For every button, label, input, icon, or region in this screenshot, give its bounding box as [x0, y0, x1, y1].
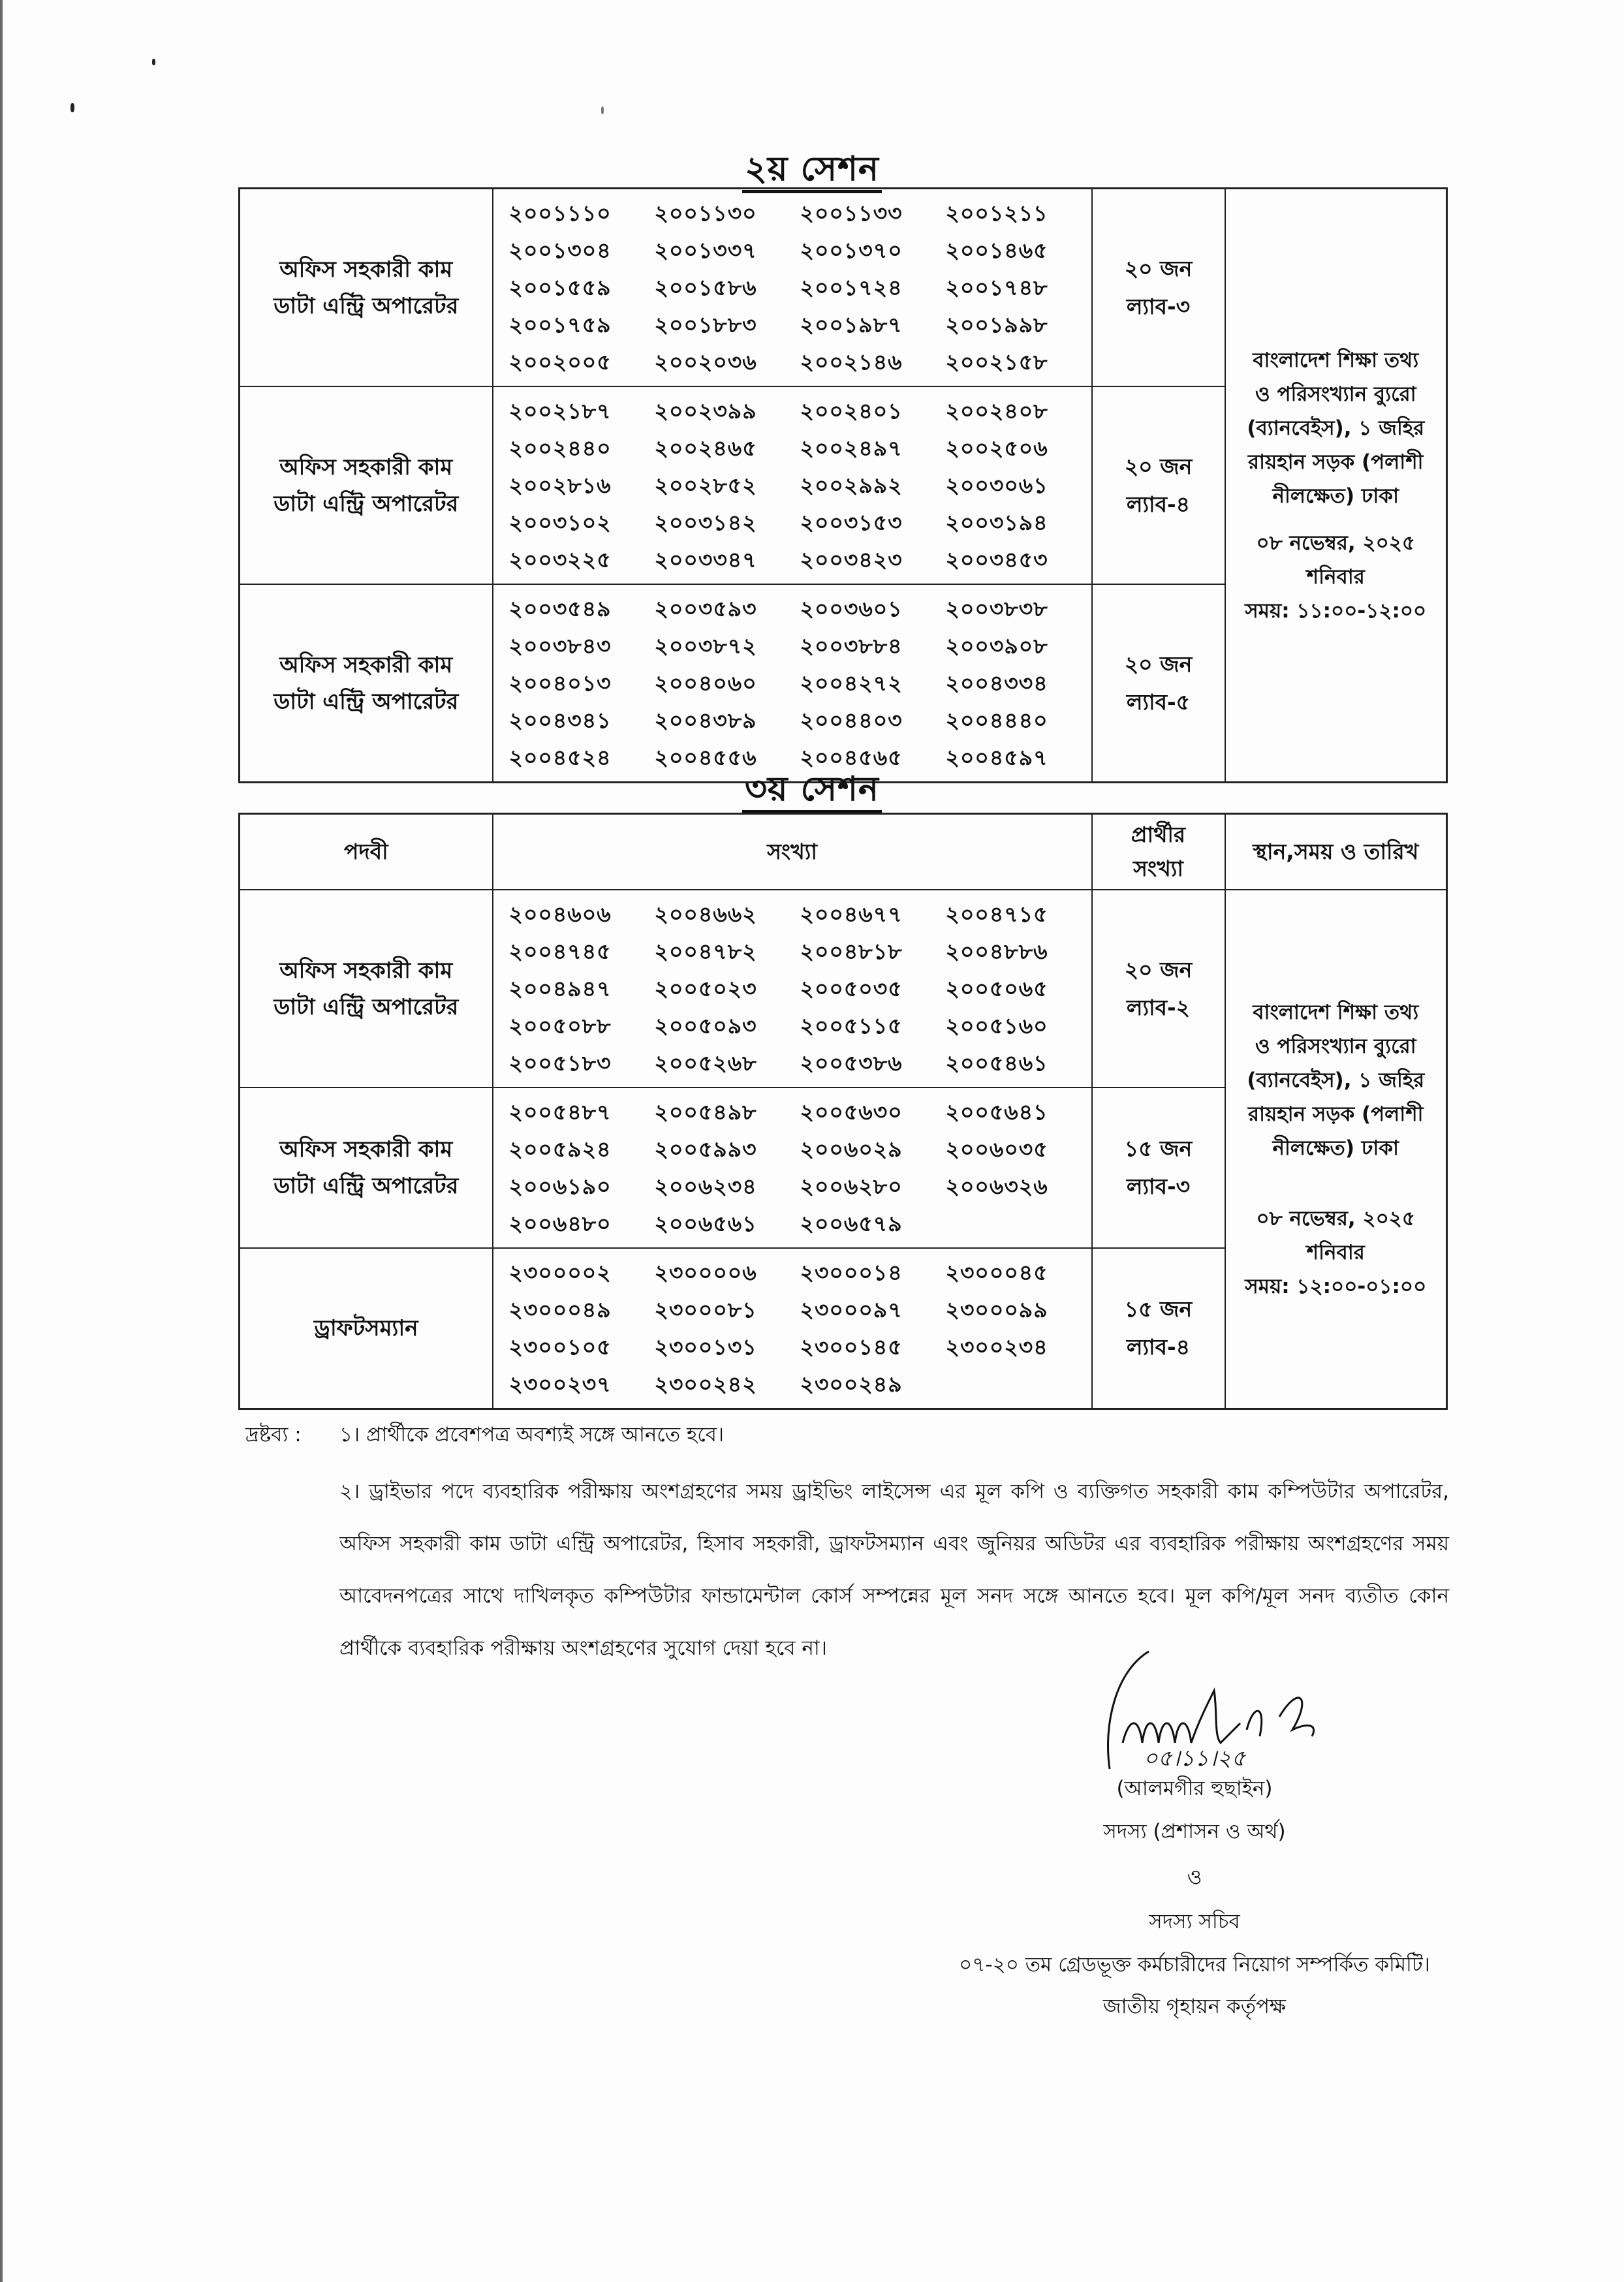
roll-number: ২০০৪৫২৪ [508, 745, 612, 770]
roll-number: ২০০২০৩৬ [654, 349, 757, 375]
roll-number-grid [509, 896, 1091, 1082]
organization-name: জাতীয় গৃহায়ন কর্তৃপক্ষ [1102, 1995, 1287, 2018]
roll-number: ২৩০০১৩১ [654, 1334, 757, 1360]
note-item: ১। প্রার্থীকে প্রবেশপত্র অবশ্যই সঙ্গে আনতে হবে। [339, 1423, 725, 1446]
roll-number: ২০০৪৫৯৭ [945, 745, 1048, 770]
roll-number: ২০০৩৮৪৩ [508, 633, 612, 659]
roll-number-grid [509, 1254, 1091, 1403]
candidate-count: ২০ জন [1124, 651, 1193, 677]
roll-number: ২০০৩৮৮৪ [800, 633, 903, 659]
table-row [240, 890, 1447, 1087]
candidate-count: ১৫ জন [1124, 1136, 1193, 1161]
venue-line: রায়হান সড়ক (পলাশী [1248, 1102, 1424, 1126]
roll-number: ২০০৬৪৮০ [508, 1211, 612, 1236]
roll-number: ২০০১৮৮৩ [654, 312, 757, 337]
roll-number: ২০০৩০৬১ [945, 473, 1048, 498]
roll-number: ২০০৪৬৭৭ [800, 901, 903, 927]
roll-number: ২০০১৭২৪ [800, 275, 903, 300]
roll-numbers-cell [493, 189, 1092, 387]
roll-number: ২০০২১৪৬ [800, 349, 903, 375]
header-count [1092, 814, 1225, 890]
roll-number: ২০০৩৬০১ [800, 596, 903, 621]
roll-number: ২০০৩৮৩৮ [945, 596, 1048, 621]
venue-line: নীলক্ষেত) ঢাকা [1272, 484, 1399, 508]
roll-number: ২০০২৯৯২ [800, 473, 903, 498]
candidate-count-cell [1092, 189, 1225, 387]
header-count-line: প্রার্থীর [1131, 822, 1186, 847]
post-line: অফিস সহকারী কাম [279, 454, 453, 480]
roll-number-grid [509, 195, 1091, 381]
roll-number: ২০০৫১৬০ [945, 1013, 1048, 1039]
roll-number: ২০০৩৪২৩ [800, 547, 903, 572]
header-count-line: সংখ্যা [1133, 856, 1183, 881]
roll-number: ২০০৪৫৬৫ [800, 745, 903, 770]
roll-number: ২০০৪৪০৩ [800, 708, 903, 733]
lab-label: ল্যাব-৫ [1126, 689, 1191, 715]
roll-number: ২০০৩৪৫৩ [945, 547, 1048, 572]
roll-number: ২০০১১৩০ [654, 200, 757, 226]
roll-number: ২০০১৯৮৭ [800, 312, 903, 337]
post-cell [240, 584, 493, 783]
lab-label: ল্যাব-২ [1126, 994, 1191, 1020]
roll-number: ২০০১৭৫৯ [508, 312, 612, 337]
post-cell [240, 890, 493, 1087]
lab-label: ল্যাব-৪ [1126, 491, 1191, 517]
session2-title-text: ২য় সেশন [742, 149, 882, 193]
scan-page-edge [0, 0, 3, 2282]
roll-number: ২৩০০০১৪ [800, 1260, 903, 1285]
roll-number: ২০০৪৫৫৬ [654, 745, 757, 770]
post-line: ডাটা এন্ট্রি অপারেটর [273, 490, 459, 517]
roll-number-grid [509, 392, 1091, 578]
candidate-count-cell [1092, 386, 1225, 584]
roll-number: ২০০৪৬৬২ [654, 901, 757, 927]
roll-number: ২৩০০২৪২ [654, 1371, 757, 1397]
post-line: ডাটা এন্ট্রি অপারেটর [273, 1173, 459, 1199]
roll-number: ২০০৬৫৬১ [654, 1211, 757, 1236]
roll-number: ২৩০০২৪৯ [800, 1371, 903, 1397]
candidate-count-cell [1092, 1248, 1225, 1409]
roll-number: ২০০৪৪৪০ [945, 708, 1048, 733]
candidate-count: ২০ জন [1124, 255, 1193, 281]
roll-number: ২৩০০০৮১ [654, 1297, 757, 1322]
roll-number: ২০০৪৩৮৯ [654, 708, 757, 733]
roll-number: ২০০৬৩২৬ [945, 1174, 1048, 1199]
session3-title [0, 762, 1624, 819]
post-line: অফিস সহকারী কাম [279, 1136, 453, 1163]
roll-number: ২৩০০০০২ [508, 1260, 612, 1285]
exam-date: ০৮ নভেম্বর, ২০২৫ [1256, 531, 1416, 555]
roll-number: ২৩০০০৪৫ [945, 1260, 1048, 1285]
roll-number: ২০০৩২২৫ [508, 547, 612, 572]
roll-number: ২০০৫৯৯৩ [654, 1136, 757, 1162]
lab-label: ল্যাব-৩ [1126, 1174, 1191, 1199]
post-line: ডাটা এন্ট্রি অপারেটর [273, 292, 459, 319]
candidate-count: ১৫ জন [1124, 1296, 1193, 1322]
roll-number: ২০০৩১০২ [508, 510, 612, 535]
roll-number: ২০০১২১১ [945, 200, 1048, 226]
roll-number: ২৩০০১৪৫ [800, 1334, 903, 1360]
candidate-count-cell [1092, 584, 1225, 783]
roll-number: ২০০২৫০৬ [945, 435, 1048, 461]
roll-number-grid [509, 590, 1091, 776]
lab-label: ল্যাব-৪ [1126, 1334, 1191, 1360]
signatory-designation: সদস্য (প্রশাসন ও অর্থ) [1103, 1820, 1286, 1843]
roll-number: ২০০৫১৮৩ [508, 1050, 612, 1076]
post-line: অফিস সহকারী কাম [279, 256, 453, 283]
exam-time: সময়: ১১:০০-১২:০০ [1245, 599, 1427, 623]
roll-number: ২০০৩৩৪৭ [654, 547, 757, 572]
roll-number: ২৩০০০৪৯ [508, 1297, 612, 1322]
scan-speck [601, 106, 604, 114]
roll-number: ২০০৩১৪২ [654, 510, 757, 535]
roll-number: ২০০৫০৮৮ [508, 1013, 612, 1039]
roll-number: ২০০৫১১৫ [800, 1013, 903, 1039]
roll-number: ২০০৩৯০৮ [945, 633, 1048, 659]
roll-numbers-cell [493, 1248, 1092, 1409]
exam-day: শনিবার [1306, 1240, 1365, 1264]
candidate-count: ২০ জন [1124, 453, 1193, 479]
post-line: অফিস সহকারী কাম [279, 957, 453, 984]
roll-number: ২০০১৯৯৮ [945, 312, 1048, 337]
post-line: অফিস সহকারী কাম [279, 651, 453, 678]
roll-number: ২০০৬২৩৪ [654, 1174, 757, 1199]
roll-number: ২০০২৪৪০ [508, 435, 612, 461]
venue-line: রায়হান সড়ক (পলাশী [1248, 450, 1424, 474]
venue-line: (ব্যানবেইস), ১ জহির [1247, 1068, 1425, 1092]
roll-number: ২০০৬৫৭৯ [800, 1211, 903, 1236]
exam-day: শনিবার [1306, 565, 1365, 589]
roll-number: ২৩০০২৩৪ [945, 1334, 1048, 1360]
roll-number: ২০০১৩৩৭ [654, 238, 757, 263]
post-cell [240, 1087, 493, 1248]
roll-number: ২০০২০০৫ [508, 349, 612, 375]
header-numbers: সংখ্যা [493, 814, 1092, 890]
candidate-count-cell [1092, 890, 1225, 1087]
signature-date: ০৫।১১।২৫ [1143, 1745, 1246, 1772]
roll-number: ২০০৪২৭২ [800, 670, 903, 696]
venue-cell [1225, 189, 1447, 783]
post-cell [240, 189, 493, 387]
post-cell [240, 1248, 493, 1409]
exam-time: সময়: ১২:০০-০১:০০ [1245, 1274, 1427, 1298]
roll-number: ২০০৫৬৪১ [945, 1099, 1048, 1125]
roll-number: ২০০৫৪৯৮ [654, 1099, 757, 1125]
roll-number: ২০০১৭৪৮ [945, 275, 1048, 300]
candidate-count: ২০ জন [1124, 956, 1193, 982]
roll-number: ২০০২১৮৭ [508, 398, 612, 424]
roll-number: ২০০২৪০১ [800, 398, 903, 424]
roll-number: ২০০৩১৫৩ [800, 510, 903, 535]
post-line: ড্রাফটসম্যান [313, 1315, 418, 1341]
roll-number: ২০০৪৮৮৬ [945, 939, 1048, 964]
roll-number: ২০০৪০১৩ [508, 670, 612, 696]
roll-number: ২৩০০০৯৯ [945, 1297, 1048, 1322]
scan-speck [152, 59, 155, 65]
roll-number-grid [509, 1093, 1091, 1242]
roll-number: ২০০১৩৭০ [800, 238, 903, 263]
roll-number: ২০০৪৭১৫ [945, 901, 1048, 927]
roll-numbers-cell [493, 386, 1092, 584]
roll-number: ২৩০০০৯৭ [800, 1297, 903, 1322]
roll-number: ২০০৫০৩৫ [800, 976, 903, 1001]
roll-number: ২০০২৮১৬ [508, 473, 612, 498]
venue-line: ও পরিসংখ্যান ব্যুরো [1255, 1034, 1416, 1058]
roll-number: ২০০৬২৮০ [800, 1174, 903, 1199]
roll-number: ২০০১৫৫৯ [508, 275, 612, 300]
table-header-row [240, 814, 1447, 890]
roll-number: ২০০৫০৬৫ [945, 976, 1048, 1001]
roll-number: ২০০২৮৫২ [654, 473, 757, 498]
venue-line: বাংলাদেশ শিক্ষা তথ্য [1253, 1000, 1419, 1024]
roll-number: ২০০১১১০ [508, 200, 612, 226]
roll-number: ২০০২১৫৮ [945, 349, 1048, 375]
session3-title-text: ৩য় সেশন [742, 770, 882, 813]
roll-number: ২০০৫৪৬১ [945, 1050, 1048, 1076]
lab-label: ল্যাব-৩ [1126, 293, 1191, 319]
post-line: ডাটা এন্ট্রি অপারেটর [273, 993, 459, 1020]
roll-number: ২০০৫৩৮৬ [800, 1050, 903, 1076]
note-item: ২। ড্রাইভার পদে ব্যবহারিক পরীক্ষায় অংশগ্রহণের সময় ড্রাইভিং লাইসেন্স এর মূল কপি ও ব্যক্তিগত সহকারী কাম কম্পিউটার অপারেটর, অফিস সহকারী কাম ডাটা এন্ট্রি অপারেটর, হিসাব সহকারী, ড্রাফটসম্যান এবং জুনিয়র অডিটর এর ব্যবহারিক পরীক্ষায় অংশগ্রহণের সময় আবেদনপত্রের সাথে দাখিলকৃত কম্পিউটার ফান্ডামেন্টাল কোর্স সম্পন্নের মূল সনদ সঙ্গে আনতে হবে। মূল কপি/মূল সনদ ব্যতীত কোন প্রার্থীকে ব্যবহারিক পরীক্ষায় অংশগ্রহণের সুযোগ দেয়া হবে না। [339, 1480, 1449, 1660]
signatory-designation-2: সদস্য সচিব [1149, 1910, 1240, 1933]
roll-number: ২০০৪৩৪১ [508, 708, 612, 733]
roll-number: ২০০৬১৯০ [508, 1174, 612, 1199]
roll-number: ২০০৫৬৩০ [800, 1099, 903, 1125]
roll-number: ২০০১৫৮৬ [654, 275, 757, 300]
candidate-count-cell [1092, 1087, 1225, 1248]
roll-numbers-cell [493, 584, 1092, 783]
notes-label: দ্রষ্টব্য : [245, 1423, 302, 1446]
conjunction-text: ও [1187, 1866, 1202, 1889]
venue-line: বাংলাদেশ শিক্ষা তথ্য [1253, 348, 1419, 372]
roll-number: ২০০৪৯৪৭ [508, 976, 612, 1001]
roll-numbers-cell [493, 890, 1092, 1087]
roll-number: ২০০৪০৬০ [654, 670, 757, 696]
roll-number: ২০০৪৬০৬ [508, 901, 612, 927]
roll-number: ২০০৩১৯৪ [945, 510, 1048, 535]
post-line: ডাটা এন্ট্রি অপারেটর [273, 688, 459, 715]
committee-name: ০৭-২০ তম গ্রেডভূক্ত কর্মচারীদের নিয়োগ সম্পর্কিত কমিটি। [959, 1953, 1430, 1977]
header-venue: স্থান,সময় ও তারিখ [1225, 814, 1447, 890]
session3-table [238, 813, 1448, 1410]
roll-number: ২০০৩৫৯৩ [654, 596, 757, 621]
signatory-name: (আলমগীর হুছাইন) [1116, 1777, 1273, 1800]
table-row [240, 189, 1447, 387]
post-cell [240, 386, 493, 584]
venue-line: (ব্যানবেইস), ১ জহির [1247, 416, 1425, 440]
roll-number: ২০০৩৮৭২ [654, 633, 757, 659]
exam-date: ০৮ নভেম্বর, ২০২৫ [1256, 1206, 1416, 1230]
roll-number: ২০০২৪০৮ [945, 398, 1048, 424]
roll-number: ২৩০০০০৬ [654, 1260, 757, 1285]
roll-number: ২০০৪৭৪৫ [508, 939, 612, 964]
roll-number: ২০০৪৮১৮ [800, 939, 903, 964]
venue-line: নীলক্ষেত) ঢাকা [1272, 1136, 1399, 1160]
roll-numbers-cell [493, 1087, 1092, 1248]
roll-number: ২০০২৪৯৭ [800, 435, 903, 461]
session2-table [238, 187, 1448, 783]
roll-number: ২০০৬০২৯ [800, 1136, 903, 1162]
roll-number: ২০০৩৫৪৯ [508, 596, 612, 621]
roll-number: ২০০৪৩৩৪ [945, 670, 1048, 696]
roll-number: ২০০১৪৬৫ [945, 238, 1048, 263]
roll-number: ২০০৫০৯৩ [654, 1013, 757, 1039]
header-post: পদবী [240, 814, 493, 890]
roll-number: ২০০৫৯২৪ [508, 1136, 612, 1162]
scan-speck [70, 103, 74, 112]
roll-number: ২০০১৩০৪ [508, 238, 612, 263]
roll-number: ২৩০০১০৫ [508, 1334, 612, 1360]
roll-number: ২০০৪৭৮২ [654, 939, 757, 964]
roll-number: ২০০৫৪৮৭ [508, 1099, 612, 1125]
roll-number: ২৩০০২৩৭ [508, 1371, 612, 1397]
roll-number: ২০০২৪৬৫ [654, 435, 757, 461]
roll-number: ২০০৫০২৩ [654, 976, 757, 1001]
venue-line: ও পরিসংখ্যান ব্যুরো [1255, 382, 1416, 406]
roll-number: ২০০২৩৯৯ [654, 398, 757, 424]
roll-number: ২০০৬০৩৫ [945, 1136, 1048, 1162]
roll-number: ২০০১১৩৩ [800, 200, 903, 226]
venue-cell [1225, 890, 1447, 1409]
roll-number: ২০০৫২৬৮ [654, 1050, 757, 1076]
